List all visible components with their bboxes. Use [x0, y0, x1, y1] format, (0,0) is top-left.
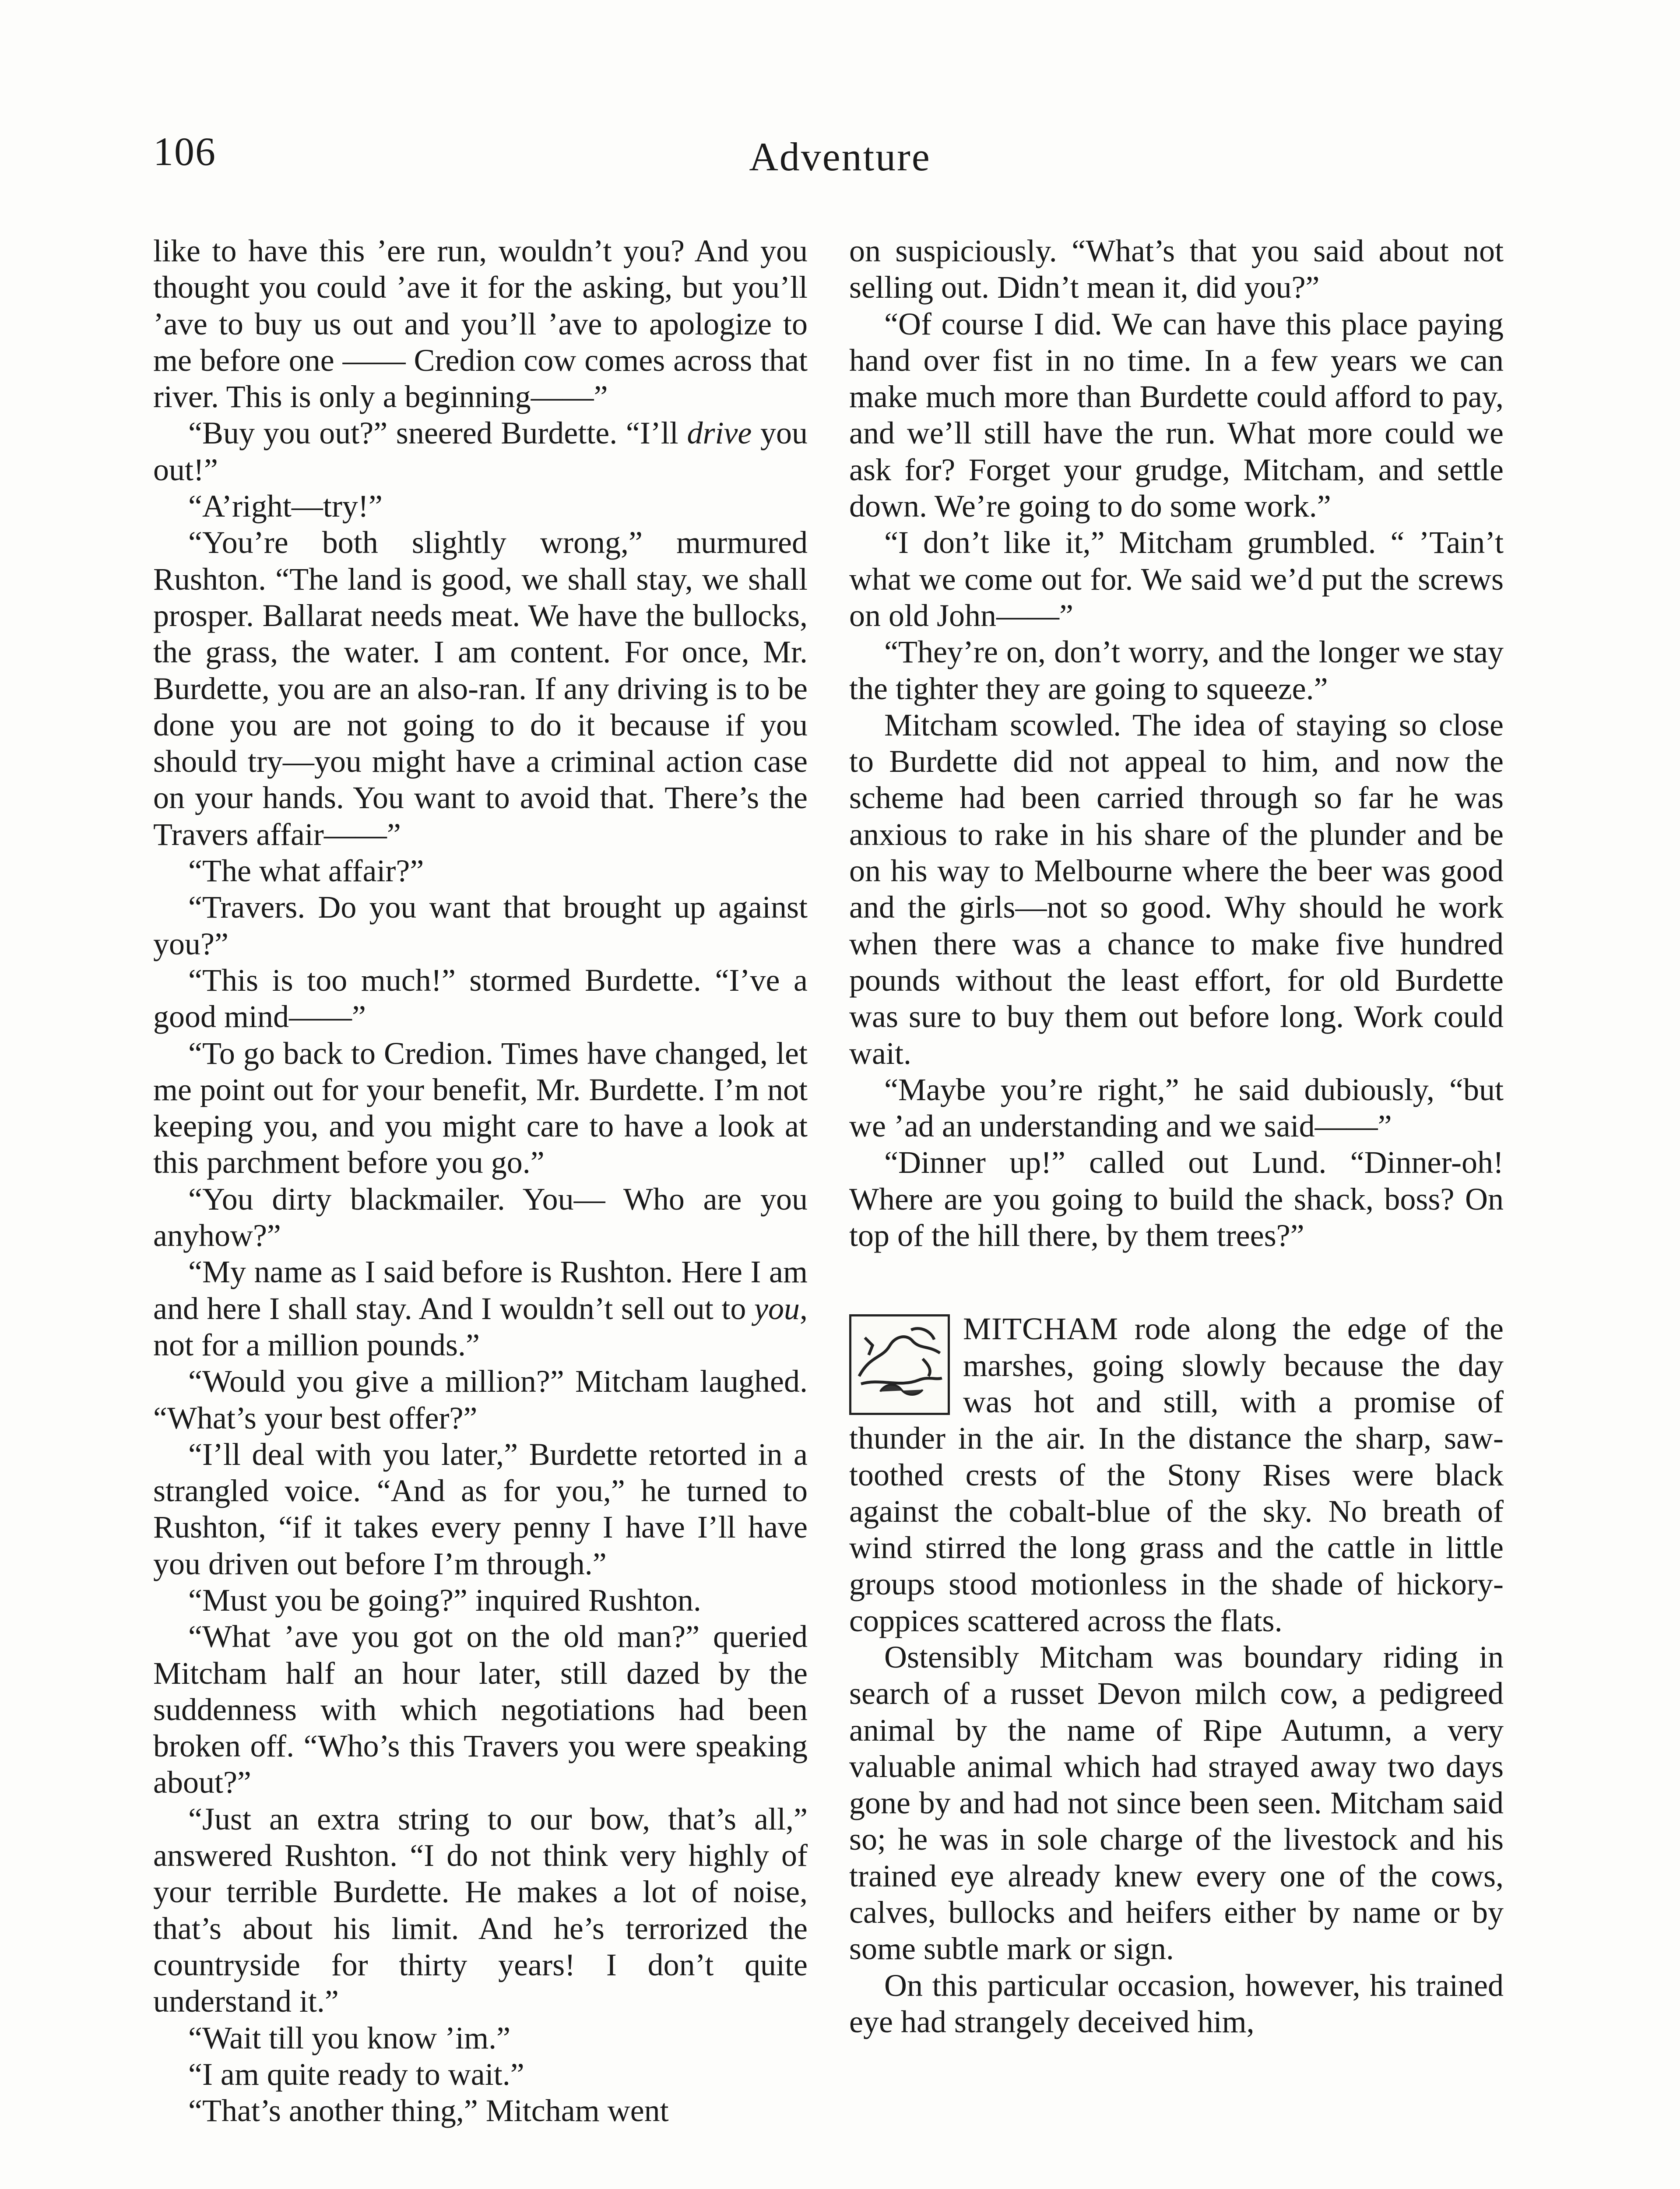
text-run: “Buy you out?” sneered Burdette. “I’ll — [188, 415, 678, 451]
paragraph: On this particular occasion, however, his trained eye had strangely deceived him, — [849, 1967, 1504, 2039]
section-lead-word: MITCHAM — [963, 1311, 1119, 1347]
paragraph: “You dirty blackmailer. You— Who are you anyhow?” — [153, 1181, 808, 1253]
paragraph: “I don’t like it,” Mitcham grumbled. “ ’Tain’t what we come out for. We said we’d put the screws on old John——” — [849, 525, 1504, 633]
paragraph: “Maybe you’re right,” he said dubiously, “but we ’ad an understanding and we said——” — [849, 1072, 1504, 1144]
paragraph: “Would you give a million?” Mitcham laughed. “What’s your best offer?” — [153, 1364, 808, 1436]
paragraph: “They’re on, don’t worry, and the longer we stay the tighter they are going to squeeze.” — [849, 634, 1504, 706]
paragraph: “What ’ave you got on the old man?” queried Mitcham half an hour later, still dazed by the suddenness with which negotiations had been broken off. “Who’s this Travers you were speaking about?” — [153, 1619, 808, 1800]
paragraph: “You’re both slightly wrong,” murmured Rushton. “The land is good, we shall stay, we shall prosper. Ballarat needs meat. We have the bullocks, the grass, the water. I am content. For once, Mr. Burdette, you are an also-ran. If any driving is to be done you are not going to do it because if you should try—you might have a criminal action case on your hands. You want to avoid that. There’s the Travers affair——” — [153, 525, 808, 852]
text-run: you out!” — [153, 415, 808, 487]
paragraph: “The what affair?” — [188, 853, 424, 889]
running-head-title: Adventure — [749, 134, 931, 179]
paragraph: “Just an extra string to our bow, that’s all,” answered Rushton. “I do not think very highly of your terrible Burdette. He makes a lot of noise, that’s about his limit. And he’s terrorized the countryside for thirty years! I don’t quite understand it.” — [153, 1801, 808, 2019]
paragraph: “This is too much!” stormed Burdette. “I’ve a good mind——” — [153, 962, 808, 1035]
paragraph: “Dinner up!” called out Lund. “Dinner-oh! Where are you going to build the shack, boss? On top of the hill there, by them trees?” — [849, 1145, 1504, 1253]
paragraph: “Of course I did. We can have this place paying hand over fist in no time. In a few years we can make much more than Burdette could afford to pay, and we’ll still have the run. What more could we ask for? Forget your grudge, Mitcham, and settle down. We’re going to do some work.” — [849, 306, 1504, 524]
paragraph: “To go back to Credion. Times have changed, let me point out for your benefit, Mr. Burdette. I’m not keeping you, and you might care to have a look at this parchment before you go.” — [153, 1035, 808, 1180]
right-column — [849, 233, 1504, 2040]
paragraph: “A’right—try!” — [188, 489, 383, 524]
paragraph: like to have this ’ere run, wouldn’t you? And you thought you could ’ave it for the asking, but you’ll ’ave to buy us out and you’ll ’ave to apologize to me before one —— Credion cow comes across that river. This is only a beginning——” — [153, 233, 808, 415]
left-column — [153, 233, 808, 2129]
italic-word: you — [754, 1291, 800, 1326]
paragraph: Ostensibly Mitcham was boundary riding in search of a russet Devon milch cow, a pedigreed animal by the name of Ripe Autumn, a very valuable animal which had strayed away two days gone by and had not since been seen. Mitcham said so; he was in sole charge of the livestock and his trained eye already knew every one of the cows, calves, bullocks and heifers either by name or by some subtle mark or sign. — [849, 1639, 1504, 1967]
italic-word: drive — [687, 415, 752, 451]
paragraph: “That’s another thing,” Mitcham went — [188, 2093, 669, 2129]
landscape-vignette-icon — [849, 1314, 950, 1415]
section-opening-paragraph — [849, 1311, 1504, 1639]
paragraph: Mitcham scowled. The idea of staying so close to Burdette did not appeal to him, and now the scheme had been carried through so far he was anxious to rake in his share of the plunder and be on his way to Melbourne where the beer was good and the girls—not so good. Why should he work when there was a chance to make five hundred pounds without the least effort, for old Burdette was sure to buy them out before long. Work could wait. — [849, 707, 1504, 1071]
paragraph: “I’ll deal with you later,” Burdette retorted in a strangled voice. “And as for you,” he turned to Rushton, “if it takes every penny I have I’ll have you driven out before I’m through.” — [153, 1436, 808, 1581]
paragraph: “Must you be going?” inquired Rushton. — [188, 1582, 701, 1618]
text-run: rode along the edge of the marshes, going slowly because the day was hot and still, with a promise of thunder in the air. In the distance the sharp, saw-toothed crests of the Stony Rises were black against the cobalt-blue of the sky. No breath of wind stirred the long grass and the cattle in little groups stood motionless in the shade of hickory-coppices scattered across the flats. — [849, 1311, 1504, 1638]
paragraph: “Wait till you know ’im.” — [188, 2020, 511, 2055]
paragraph: “I am quite ready to wait.” — [188, 2056, 524, 2092]
text-run: , not for a million pounds.” — [153, 1291, 808, 1362]
page-number: 106 — [153, 129, 216, 174]
paragraph: “Travers. Do you want that brought up against you?” — [153, 890, 808, 961]
paragraph — [153, 415, 808, 488]
paragraph: on suspiciously. “What’s that you said about not selling out. Didn’t mean it, did you?” — [849, 233, 1504, 305]
text-run: “My name as I said before is Rushton. Here I am and here I shall stay. And I wouldn’t sell out to — [153, 1254, 808, 1326]
paragraph — [153, 1254, 808, 1363]
